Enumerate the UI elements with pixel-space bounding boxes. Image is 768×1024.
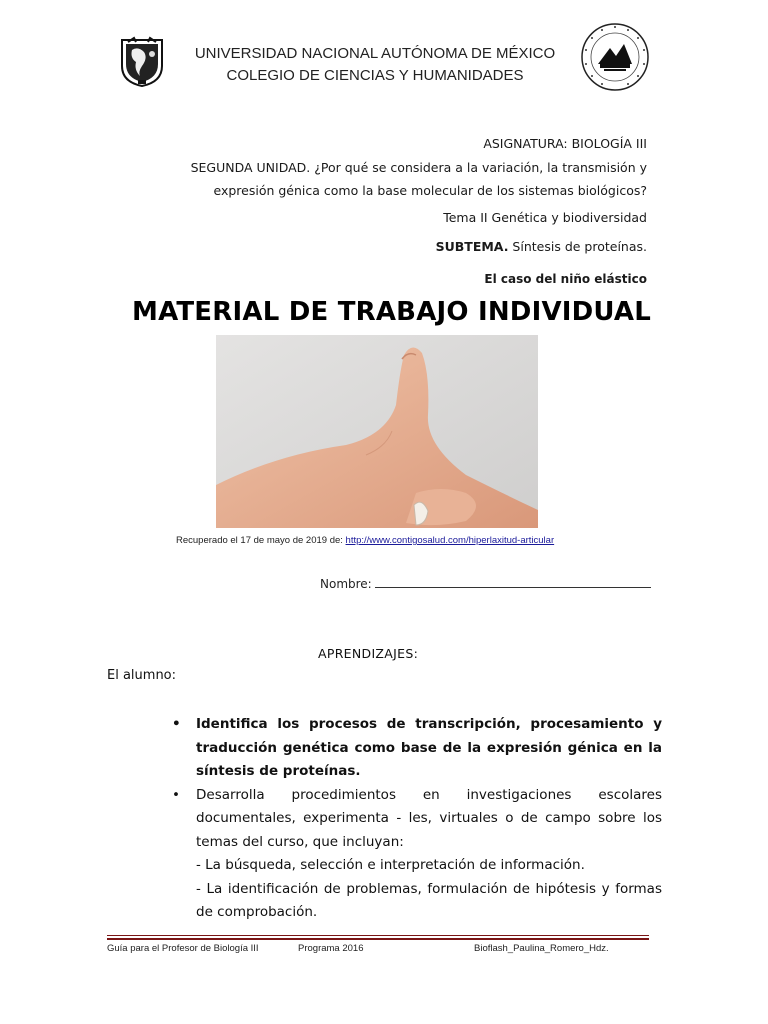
footer-right: Bioflash_Paulina_Romero_Hdz.: [474, 943, 609, 954]
case-title: El caso del niño elástico: [484, 272, 647, 286]
subject-heading: ASIGNATURA: BIOLOGÍA III: [483, 136, 647, 151]
topic-heading: Tema II Genética y biodiversidad: [443, 210, 647, 225]
unit-question-line1: SEGUNDA UNIDAD. ¿Por qué se considera a la variación, la transmisión y: [190, 160, 647, 175]
institution-name: UNIVERSIDAD NACIONAL AUTÓNOMA DE MÉXICO: [194, 45, 556, 62]
unam-logo-icon: [118, 36, 166, 88]
sub-item: - La búsqueda, selección e interpretación de información.: [196, 857, 585, 873]
name-label: Nombre:: [320, 577, 372, 591]
college-name: COLEGIO DE CIENCIAS Y HUMANIDADES: [226, 67, 524, 84]
hand-thumb-photo: [216, 335, 538, 528]
footer-center: Programa 2016: [298, 943, 364, 954]
list-item: [172, 784, 662, 925]
footer-divider: [107, 938, 649, 940]
bullet-icon: •: [172, 786, 180, 803]
list-item: [172, 713, 662, 784]
outcome-text: Desarrolla procedimientos en investigaciones escolares documentales, experimenta - les, virtuales o de campo sobre los temas del curso, que incluyan:: [196, 786, 662, 850]
unit-question-line2: expresión génica como la base molecular de los sistemas biológicos?: [213, 183, 647, 198]
footer-divider: [107, 935, 649, 936]
cch-seal-icon: [580, 22, 650, 92]
learning-outcomes-heading: APRENDIZAJES:: [318, 646, 419, 661]
subtopic-heading: [436, 239, 647, 254]
caption-prefix: Recuperado el 17 de mayo de 2019 de:: [176, 535, 346, 546]
page-title: MATERIAL DE TRABAJO INDIVIDUAL: [132, 297, 652, 327]
subtopic-label: SUBTEMA.: [435, 239, 509, 254]
student-intro: El alumno:: [107, 668, 177, 683]
name-blank-line[interactable]: [375, 575, 651, 588]
footer-left: Guía para el Profesor de Biología III: [107, 943, 259, 954]
name-field: [320, 575, 651, 591]
subtopic-text: Síntesis de proteínas.: [508, 239, 647, 254]
outcome-text: Identifica los procesos de transcripción, procesamiento y traducción genética como base de la expresión génica en la síntesis de proteínas.: [196, 716, 662, 779]
bullet-icon: •: [172, 716, 181, 732]
photo-caption: [176, 535, 554, 546]
learning-outcomes-list: [172, 713, 662, 925]
sub-item: - La identificación de problemas, formulación de hipótesis y formas de comprobación.: [196, 880, 662, 920]
source-link[interactable]: http://www.contigosalud.com/hiperlaxitud-articular: [345, 535, 555, 546]
